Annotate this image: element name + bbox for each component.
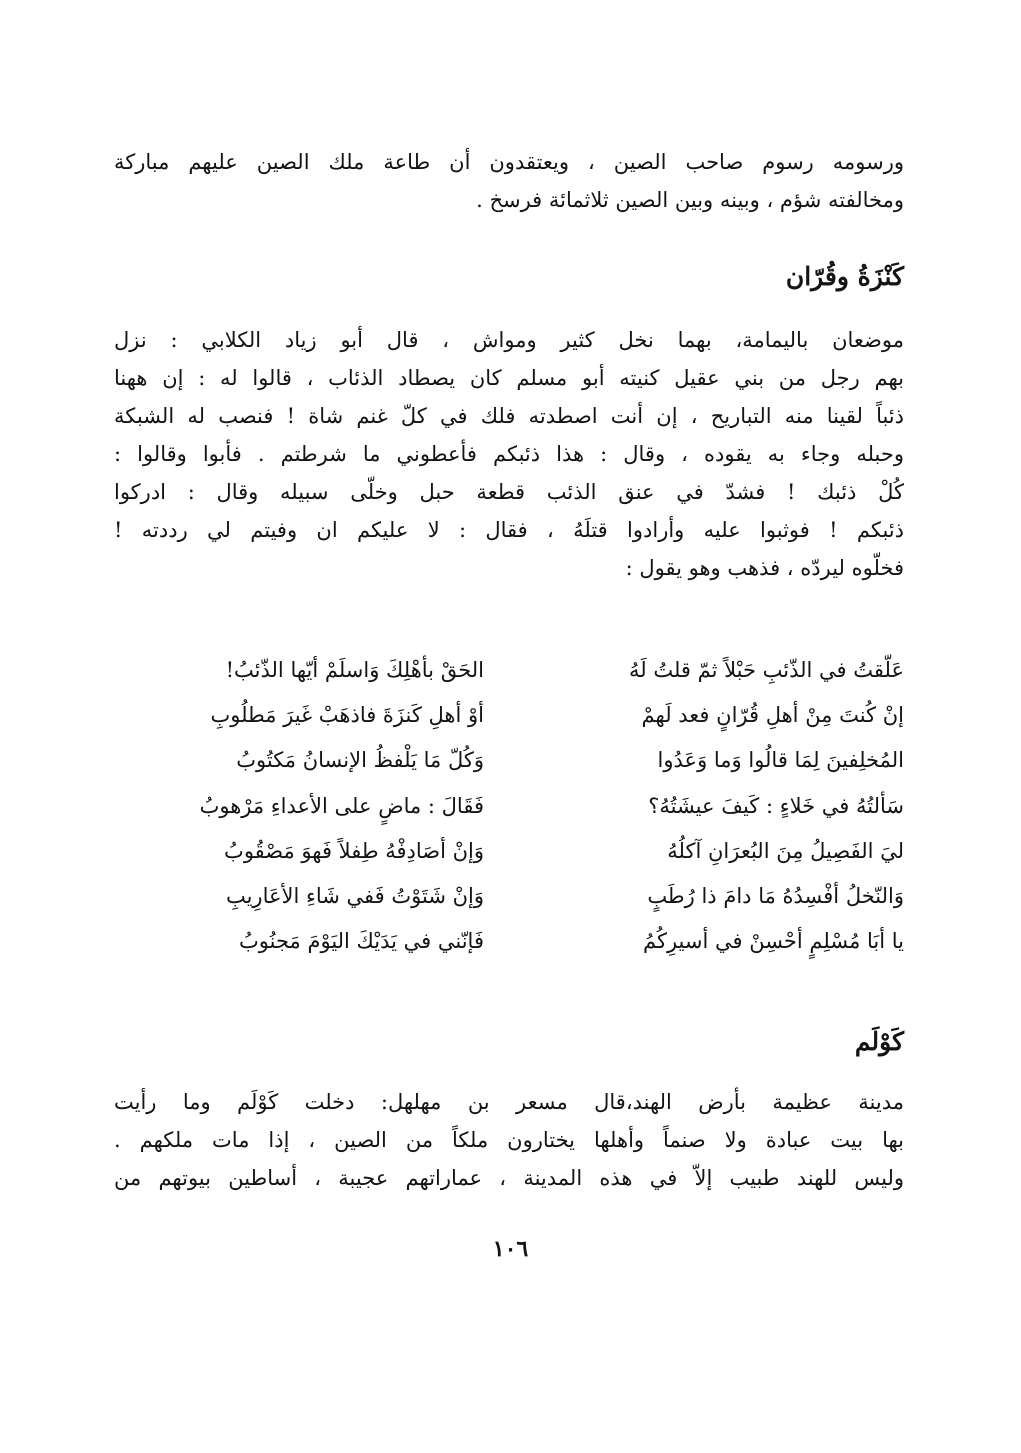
verse-first-hemistich: المُخلِفينَ لِمَا قالُوا وَما وَعَدُوا bbox=[657, 748, 904, 773]
entry-paragraph-kawlam bbox=[114, 1083, 904, 1197]
text-line: ومخالفته شؤم ، وبينه وبين الصين ثلاثمائة فرسخ . bbox=[476, 188, 904, 212]
verse-first-hemistich: ليَ الفَصِيلُ مِنَ البُعرَانِ آكلُهُ bbox=[667, 838, 904, 863]
poem-verse bbox=[114, 874, 904, 919]
entry-heading-kanza-qurran: كَنْزَةُ وقُرّان bbox=[785, 262, 904, 291]
verse-first-hemistich: وَالنّخلُ أفْسِدُهُ مَا دامَ ذا رُطَبٍ bbox=[647, 883, 904, 908]
verse-second-hemistich: الحَقْ بأهْلِكَ وَاسلَمْ أيّها الذّئبُ! bbox=[225, 658, 484, 682]
verse-second-hemistich: فَإنّني في يَدَيْكَ اليَوْمَ مَجنُوبُ bbox=[239, 929, 484, 954]
text-line: بهم رجل من بني عقيل كنيته أبو مسلم كان يصطاد الذئاب ، قالوا له : إن ههنا bbox=[114, 366, 904, 390]
verse-second-hemistich: وَإنْ شَتَوْتُ فَفي شَاءِ الأعَارِيبِ bbox=[225, 883, 484, 908]
poem bbox=[114, 648, 904, 964]
intro-paragraph bbox=[114, 143, 904, 219]
text-line: موضعان باليمامة، بهما نخل كثير ومواش ، قال أبو زياد الكلابي : نزل bbox=[114, 328, 904, 352]
poem-verse bbox=[114, 784, 904, 829]
verse-second-hemistich: أوْ أهلِ كَنزَةَ فاذهَبْ غَيرَ مَطلُوبِ bbox=[210, 703, 484, 728]
verse-first-hemistich: سَألتُهُ في خَلاءٍ : كَيفَ عيشَتُهُ؟ bbox=[648, 793, 904, 818]
poem-verse bbox=[114, 919, 904, 964]
verse-first-hemistich: إنْ كُنتَ مِنْ أهلِ قُرّانٍ فعد لَهمْ bbox=[641, 703, 904, 728]
page-number: ١٠٦ bbox=[492, 1236, 529, 1262]
entry-paragraph-kanza-qurran bbox=[114, 321, 904, 587]
text-line: وليس للهند طبيب إلاّ في هذه المدينة ، عماراتهم عجيبة ، أساطين بيوتهم من bbox=[114, 1166, 904, 1190]
poem-verse bbox=[114, 738, 904, 783]
text-line: مدينة عظيمة بأرض الهند،قال مسعر بن مهلهل: دخلت كَوْلَم وما رأيت bbox=[114, 1090, 904, 1114]
verse-first-hemistich: عَلّقتُ في الذّئبِ حَبْلاً ثمّ قلتُ لَهُ bbox=[629, 658, 904, 682]
text-line: بها بيت عبادة ولا صنماً وأهلها يختارون ملكاً من الصين ، إذا مات ملكهم . bbox=[114, 1128, 904, 1152]
text-line: فخلّوه ليردّه ، فذهب وهو يقول : bbox=[625, 556, 904, 580]
poem-verse bbox=[114, 648, 904, 693]
text-line: ذئباً لقينا منه التباريح ، إن أنت اصطدته فلك في كلّ غنم شاة ! فنصب له الشبكة bbox=[114, 404, 904, 428]
poem-verse bbox=[114, 829, 904, 874]
text-line: ورسومه رسوم صاحب الصين ، ويعتقدون أن طاعة ملك الصين عليهم مباركة bbox=[114, 150, 904, 174]
poem-verse bbox=[114, 693, 904, 738]
entry-heading-kawlam: كَوْلَم bbox=[854, 1027, 904, 1056]
verse-second-hemistich: وَإنْ أصَادِفْهُ طِفلاً فَهوَ مَصْقُوبُ bbox=[224, 838, 484, 863]
verse-second-hemistich: فَقَالَ : ماضٍ على الأعداءِ مَرْهوبُ bbox=[199, 793, 484, 818]
verse-second-hemistich: وَكُلّ مَا يَلْفظُ الإنسانُ مَكتُوبُ bbox=[236, 748, 484, 773]
text-line: ذئبكم ! فوثبوا عليه وأرادوا قتلَهُ ، فقال : لا عليكم ان وفيتم لي رددته ! bbox=[114, 518, 904, 542]
verse-first-hemistich: يا أبَا مُسْلِمٍ أحْسِنْ في أسيرِكُمُ bbox=[642, 929, 904, 954]
text-line: كُلْ ذئبك ! فشدّ في عنق الذئب قطعة حبل وخلّى سبيله وقال : ادركوا bbox=[114, 480, 904, 504]
text-line: وحبله وجاء به يقوده ، وقال : هذا ذئبكم فأعطوني ما شرطتم . فأبوا وقالوا : bbox=[114, 442, 904, 466]
